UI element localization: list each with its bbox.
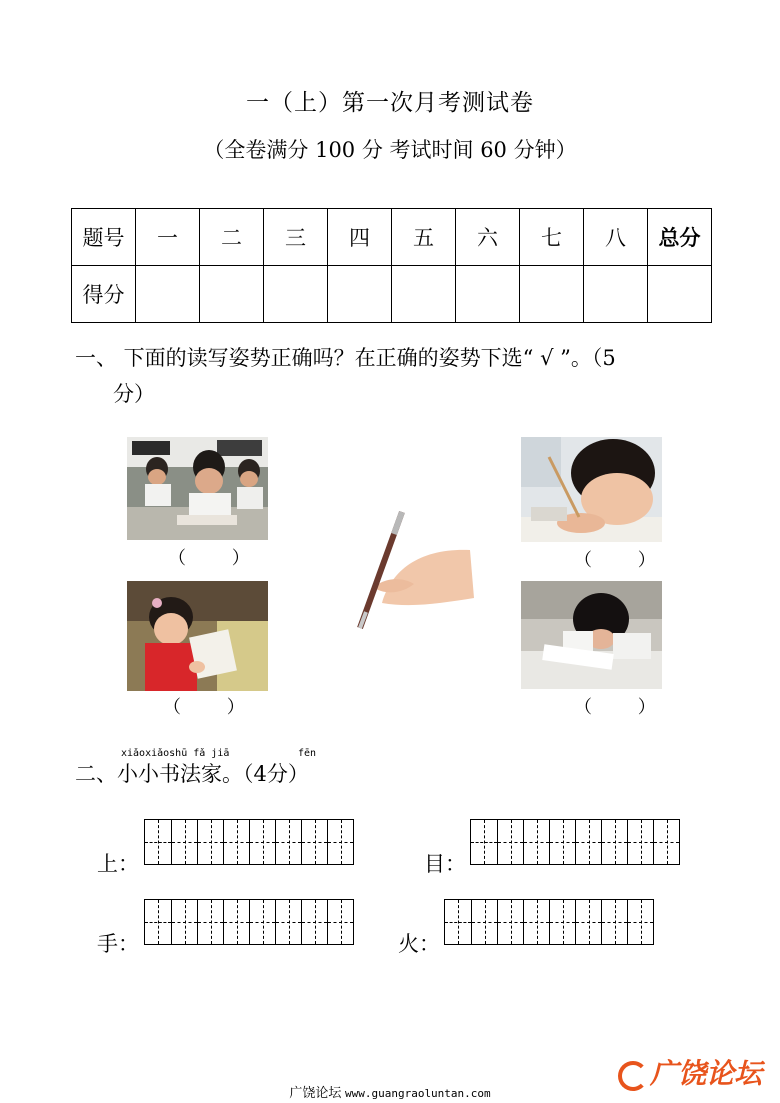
score-table-cell: 得分 [72,266,136,323]
score-table-cell: 总分 [648,209,712,266]
writing-grid-huo[interactable] [444,899,654,945]
grid-cell[interactable] [327,900,353,944]
writing-grid-shou[interactable] [144,899,354,945]
grid-cell[interactable] [575,900,601,944]
score-table-cell: 二 [200,209,264,266]
score-input-cell[interactable] [200,266,264,323]
answer-blank-3[interactable]: （ ） [163,697,265,718]
score-table-cell: 七 [520,209,584,266]
photo-classroom-writing [127,437,268,540]
page-subtitle: （全卷满分 100 分 考试时间 60 分钟） [203,138,577,162]
grid-cell[interactable] [145,900,171,944]
grid-cell[interactable] [549,820,575,864]
grid-cell[interactable] [145,820,171,864]
score-input-cell[interactable] [328,266,392,323]
grid-cell[interactable] [575,820,601,864]
char-label-shou: 手： [97,932,139,956]
pinyin-annotation: xiǎoxiǎoshū fǎ jiā [121,748,230,759]
score-input-cell[interactable] [136,266,200,323]
score-table-score-row [72,266,712,323]
score-input-cell[interactable] [392,266,456,323]
grid-cell[interactable] [497,900,523,944]
char-label-shang: 上： [97,852,139,876]
question-2-text: 二、小小书法家。（4分） [75,762,309,786]
writing-grid-shang[interactable] [144,819,354,865]
photo-girl-writing-close [521,581,662,689]
photo-hand-holding-pen [352,508,474,632]
answer-blank-2[interactable]: （ ） [574,550,676,571]
score-input-cell[interactable] [456,266,520,323]
answer-blank-1[interactable]: （ ） [168,548,270,569]
grid-cell[interactable] [275,820,301,864]
page-title: 一（上）第一次月考测试卷 [246,90,534,116]
grid-cell[interactable] [301,900,327,944]
question-1-text-cont: 分） [113,382,155,406]
photo-girl-reading-book [127,581,268,691]
score-input-cell[interactable] [584,266,648,323]
photo-boy-head-on-desk [521,437,662,542]
pinyin-annotation-fen: fēn [298,748,317,759]
score-table-cell: 三 [264,209,328,266]
score-input-cell[interactable] [520,266,584,323]
grid-cell[interactable] [171,820,197,864]
grid-cell[interactable] [471,900,497,944]
grid-cell[interactable] [601,900,627,944]
score-table-cell: 六 [456,209,520,266]
grid-cell[interactable] [301,820,327,864]
score-table [71,208,712,323]
footer-site-name: 广饶论坛 [289,1085,342,1100]
page-footer [0,1082,780,1101]
grid-cell[interactable] [171,900,197,944]
grid-cell[interactable] [223,900,249,944]
score-table-header-row [72,209,712,266]
grid-cell[interactable] [549,900,575,944]
score-table-cell: 四 [328,209,392,266]
char-label-mu: 目： [424,852,466,876]
score-table-cell: 五 [392,209,456,266]
grid-cell[interactable] [653,820,679,864]
grid-cell[interactable] [471,820,497,864]
question-1-text: 一、 下面的读写姿势正确吗？在正确的姿势下选“ √ ”。（5 [75,346,616,370]
grid-cell[interactable] [523,820,549,864]
grid-cell[interactable] [249,820,275,864]
writing-grid-mu[interactable] [470,819,680,865]
score-table-cell: 题号 [72,209,136,266]
score-input-cell[interactable] [648,266,712,323]
footer-url[interactable]: www.guangraoluntan.com [344,1087,491,1100]
question-1 [75,340,725,412]
grid-cell[interactable] [627,820,653,864]
grid-cell[interactable] [601,820,627,864]
grid-cell[interactable] [249,900,275,944]
answer-blank-4[interactable]: （ ） [574,697,676,718]
logo-text: 广饶论坛 [650,1058,763,1089]
score-input-cell[interactable] [264,266,328,323]
grid-cell[interactable] [627,900,653,944]
grid-cell[interactable] [497,820,523,864]
score-table-cell: 八 [584,209,648,266]
grid-cell[interactable] [197,900,223,944]
score-table-cell: 一 [136,209,200,266]
char-label-huo: 火： [398,932,440,956]
grid-cell[interactable] [327,820,353,864]
grid-cell[interactable] [523,900,549,944]
grid-cell[interactable] [223,820,249,864]
grid-cell[interactable] [197,820,223,864]
grid-cell[interactable] [445,900,471,944]
grid-cell[interactable] [275,900,301,944]
